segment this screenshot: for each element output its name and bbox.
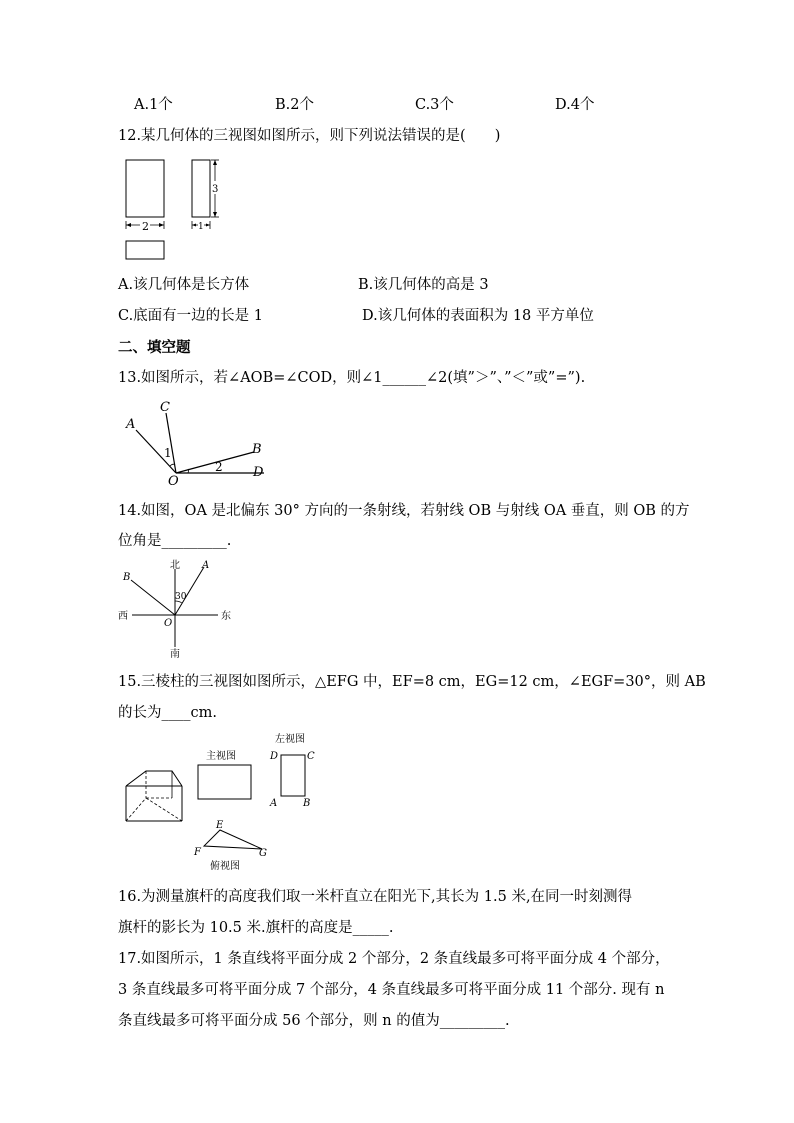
q12-dim-2: 2 <box>142 220 149 233</box>
q14-south: 南 <box>170 649 180 660</box>
q14-north: 北 <box>170 560 180 571</box>
q16-stem-line1: 16.为测量旗杆的高度我们取一米杆直立在阳光下,其长为 1.5 米,在同一时刻测得 <box>118 889 633 905</box>
q15-front-view <box>198 765 251 799</box>
q12-option-c: C.底面有一边的长是 1 <box>118 308 264 324</box>
q14-direction-figure <box>118 557 238 662</box>
q13-label-o: O <box>168 474 179 489</box>
q15-top-label: 俯视图 <box>210 861 240 872</box>
q14-deg: 30 <box>175 592 187 602</box>
q14-label-o: O <box>164 618 173 629</box>
q12-option-d: D.该几何体的表面积为 18 平方单位 <box>362 308 594 324</box>
q12-stem: 12.某几何体的三视图如图所示，则下列说法错误的是( ) <box>118 128 501 144</box>
q15-stem-line2: 的长为____cm. <box>118 705 217 721</box>
q15-label-a: A <box>270 798 278 809</box>
q14-east: 东 <box>221 611 231 622</box>
q15-label-f: F <box>194 847 201 858</box>
q11-option-c: C.3个 <box>415 97 454 113</box>
section-title: 二、填空题 <box>118 339 191 356</box>
q12-top-view <box>126 241 164 259</box>
q15-front-label: 主视图 <box>206 751 236 762</box>
q12-option-a: A.该几何体是长方体 <box>118 277 250 293</box>
q15-label-c: C <box>307 751 315 762</box>
q14-label-a: A <box>202 560 210 571</box>
q12-three-view-figure <box>118 155 238 265</box>
q12-dim-3: 3 <box>212 184 219 195</box>
q15-top-view <box>204 830 262 849</box>
q17-stem-line2: 3 条直线最多可将平面分成 7 个部分，4 条直线最多可将平面分成 11 个部分. 现有 n <box>118 982 665 998</box>
q14-label-b: B <box>123 572 131 583</box>
q13-label-b: B <box>252 442 262 457</box>
q15-label-d: D <box>270 751 279 762</box>
q17-stem-line1: 17.如图所示，1 条直线将平面分成 2 个部分，2 条直线最多可将平面分成 4 个部分， <box>118 951 670 967</box>
q13-stem: 13.如图所示，若∠AOB=∠COD，则∠1______∠2(填”＞”、”＜”或”=”). <box>118 370 586 386</box>
q12-dim-1: 1 <box>198 222 204 232</box>
q15-label-e: E <box>216 820 224 831</box>
q12-side-view <box>192 160 210 217</box>
q14-west: 西 <box>118 611 128 622</box>
q16-stem-line2: 旗杆的影长为 10.5 米.旗杆的高度是_____. <box>118 920 394 936</box>
q11-option-d: D.4个 <box>555 97 595 113</box>
q13-label-c: C <box>160 400 170 415</box>
q12-front-view <box>126 160 164 217</box>
q11-option-b: B.2个 <box>275 97 314 113</box>
q13-angle-figure <box>118 395 278 489</box>
q13-label-d: D <box>253 465 264 480</box>
q14-stem-line2: 位角是_________. <box>118 533 232 549</box>
q15-left-view <box>281 755 305 796</box>
q12-option-b: B.该几何体的高是 3 <box>358 277 489 293</box>
q14-stem-line1: 14.如图，OA 是北偏东 30° 方向的一条射线，若射线 OB 与射线 OA 垂直，则 OB 的方 <box>118 503 690 519</box>
q15-prism-figure <box>118 728 328 878</box>
q13-angle-2: 2 <box>215 460 223 474</box>
q13-label-a: A <box>126 417 136 432</box>
q15-left-label: 左视图 <box>275 734 305 745</box>
q11-option-a: A.1个 <box>134 97 173 113</box>
q17-stem-line3: 条直线最多可将平面分成 56 个部分，则 n 的值为_________. <box>118 1013 510 1029</box>
q15-label-b: B <box>303 798 311 809</box>
q15-label-g: G <box>259 848 267 859</box>
q15-stem-line1: 15.三棱柱的三视图如图所示，△EFG 中，EF=8 cm，EG=12 cm，∠EGF=30°，则 AB <box>118 674 706 690</box>
q13-angle-1: 1 <box>164 446 172 460</box>
